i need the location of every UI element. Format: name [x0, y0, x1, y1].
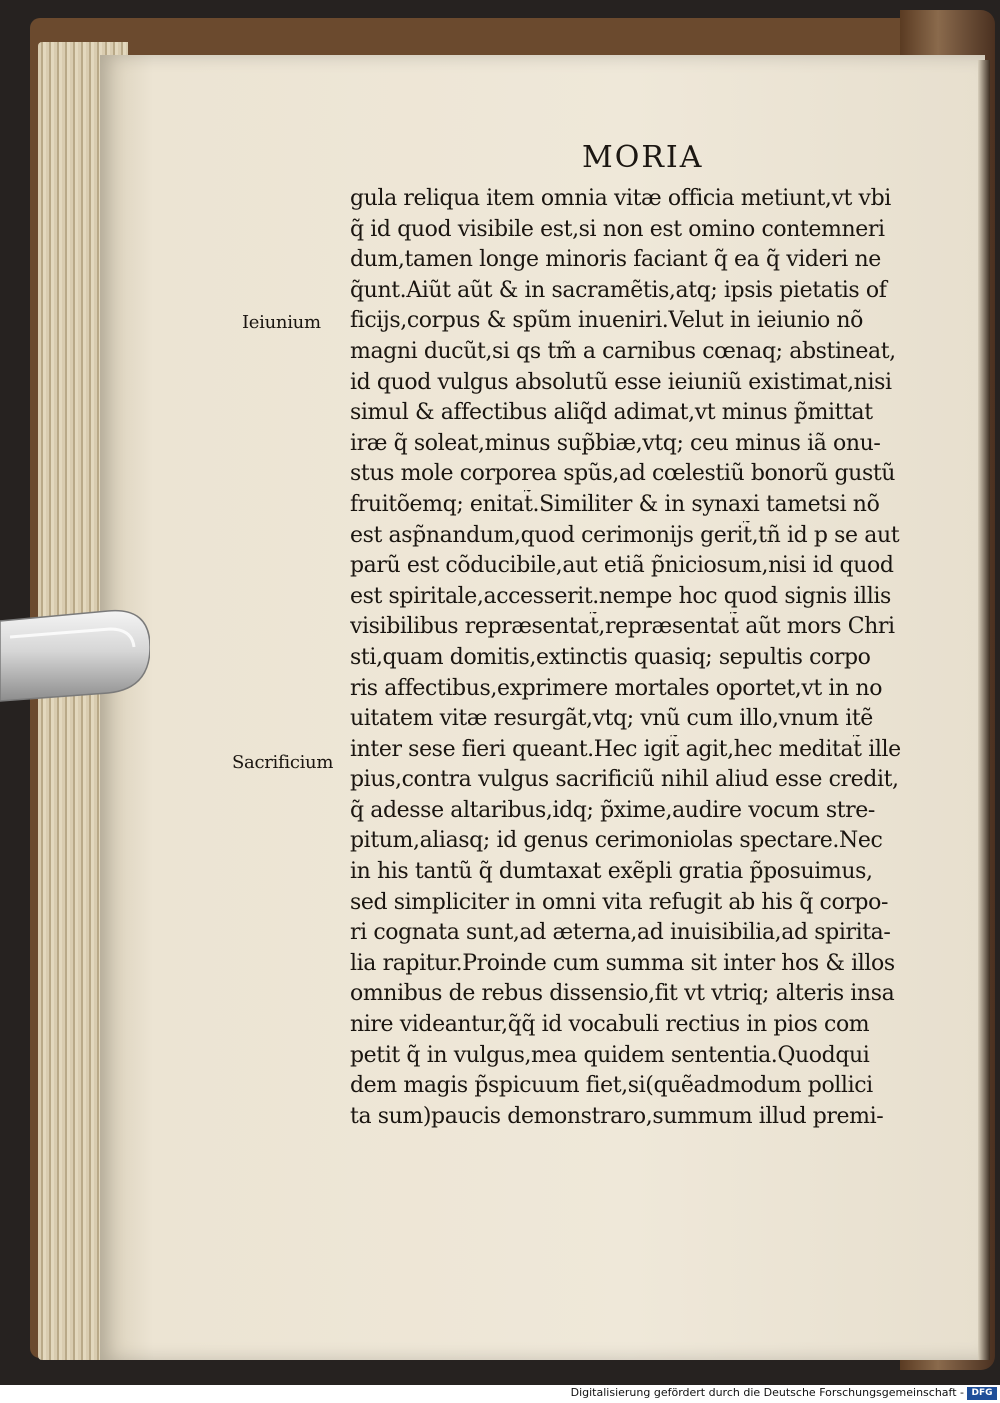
dfg-logo-icon: DFG	[967, 1387, 997, 1400]
text-line: id quod vulgus absolutũ esse ieiuniũ existimat,nisi	[350, 369, 892, 395]
text-line: dum,tamen longe minoris faciant q̃ ea q̃ videri ne	[350, 247, 881, 273]
body-text	[350, 184, 910, 1132]
text-line: omnibus de rebus dissensio,fit vt vtriq; alteris insa	[350, 981, 895, 1007]
text-line: sti,quam domitis,extinctis quasiq; sepultis corpo	[350, 644, 871, 670]
footer-bar	[0, 1385, 1000, 1403]
text-line: ficijs,corpus & spũm inueniri.Velut in ieiunio nõ	[350, 308, 864, 334]
text-line: magni ducũt,si qs tm̃ a carnibus cœnaq; abstineat,	[350, 338, 896, 364]
text-line: petit q̃ in vulgus,mea quidem sententia.Quodqui	[350, 1042, 870, 1068]
running-header: MORIA	[582, 140, 704, 175]
margin-note-ieiunium: Ieiunium	[242, 312, 321, 333]
page-gutter-shadow	[978, 60, 990, 1360]
text-line: nire videantur,q̃q̃ id vocabuli rectius in pios com	[350, 1012, 870, 1038]
text-line: q̃ id quod visibile est,si non est omino contemneri	[350, 216, 885, 242]
text-line: in his tantũ q̃ dumtaxat exẽpli gratia p̃posuimus,	[350, 859, 873, 885]
text-line: inter sese fieri queant.Hec igit̃ agit,hec meditat̃ ille	[350, 736, 901, 762]
text-line: uitatem vitæ resurgãt,vtq; vnũ cum illo,vnum itẽ	[350, 706, 873, 732]
text-line: est asp̃nandum,quod cerimonijs gerit̃,tñ id p se aut	[350, 522, 900, 548]
text-line: iræ q̃ soleat,minus sup̃biæ,vtq; ceu minus iã onu-	[350, 430, 881, 456]
footer-credit: Digitalisierung gefördert durch die Deutsche Forschungsgemeinschaft -	[570, 1386, 964, 1399]
text-line: ris affectibus,exprimere mortales oportet,vt in no	[350, 675, 883, 701]
text-line: lia rapitur.Proinde cum summa sit inter hos & illos	[350, 950, 895, 976]
page-holder-clip-icon	[0, 607, 150, 702]
text-line: simul & affectibus aliq̃d adimat,vt minus p̃mittat	[350, 400, 873, 426]
text-line: est spiritale,accesserit.nempe hoc quod signis illis	[350, 583, 891, 609]
text-line: fruitõemq; enitat̃.Similiter & in synaxi tametsi nõ	[350, 491, 880, 517]
text-line: ri cognata sunt,ad æterna,ad inuisibilia,ad spirita-	[350, 920, 891, 946]
text-line: q̃unt.Aiũt aũt & in sacramẽtis,atq; ipsis pietatis of	[350, 277, 887, 303]
text-line: visibilibus repræsentat̃,repræsentat̃ aũt mors Chri	[350, 614, 895, 640]
text-line: pius,contra vulgus sacrificiũ nihil aliud esse credit,	[350, 767, 899, 793]
text-line: dem magis p̃spicuum fiet,si(quẽadmodum pollici	[350, 1073, 873, 1099]
text-line: stus mole corporea spũs,ad cœlestiũ bonorũ gustũ	[350, 461, 896, 487]
margin-note-sacrificium: Sacrificium	[232, 752, 334, 773]
text-line: q̃ adesse altaribus,idq; p̃xime,audire vocum stre-	[350, 797, 875, 823]
text-line: sed simpliciter in omni vita refugit ab his q̃ corpo-	[350, 889, 888, 915]
text-line: gula reliqua item omnia vitæ officia metiunt,vt vbi	[350, 186, 891, 211]
text-line: ta sum)paucis demonstraro,summum illud premi-	[350, 1103, 884, 1129]
text-line: pitum,aliasq; id genus cerimoniolas spectare.Nec	[350, 828, 883, 854]
text-line: parũ est cõducibile,aut etiã p̃niciosum,nisi id quod	[350, 553, 894, 579]
